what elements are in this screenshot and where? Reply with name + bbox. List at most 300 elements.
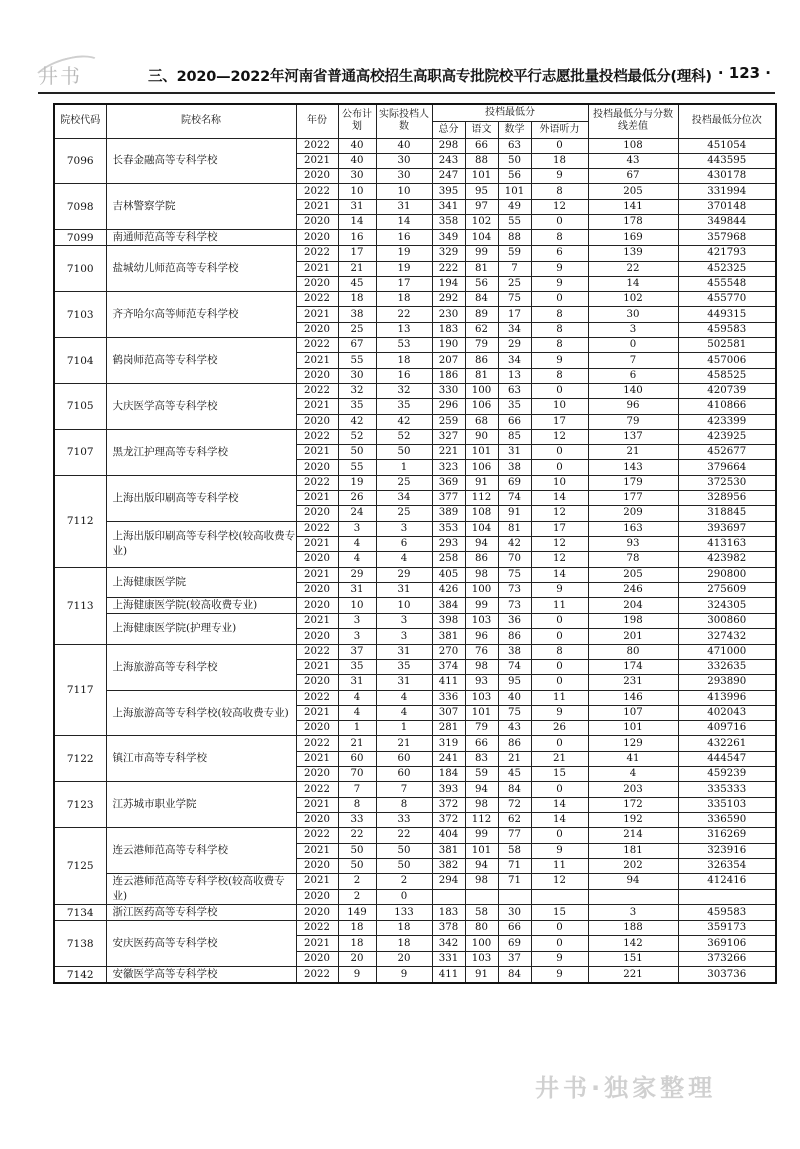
cell-plan: 18 bbox=[338, 292, 376, 307]
cell-foreign: 0 bbox=[531, 736, 588, 751]
cell-rank: 324305 bbox=[678, 598, 776, 614]
cell-actual: 10 bbox=[376, 598, 432, 614]
cell-year: 2022 bbox=[296, 338, 338, 353]
cell-school-name: 吉林警察学院 bbox=[106, 184, 296, 230]
cell-diff: 6 bbox=[588, 368, 678, 383]
cell-plan: 30 bbox=[338, 368, 376, 383]
cell-foreign: 15 bbox=[531, 767, 588, 782]
cell-actual: 33 bbox=[376, 812, 432, 827]
cell-chinese: 86 bbox=[465, 353, 498, 368]
cell-math: 66 bbox=[498, 921, 531, 936]
cell-school-name: 浙江医药高等专科学校 bbox=[106, 905, 296, 921]
cell-math: 75 bbox=[498, 292, 531, 307]
cell-rank: 318845 bbox=[678, 506, 776, 521]
cell-chinese: 99 bbox=[465, 246, 498, 261]
table-row bbox=[54, 475, 776, 490]
cell-total: 393 bbox=[432, 782, 465, 797]
cell-plan: 8 bbox=[338, 797, 376, 812]
cell-school-name: 安徽医学高等专科学校 bbox=[106, 967, 296, 984]
table-row bbox=[54, 828, 776, 843]
cell-chinese: 98 bbox=[465, 660, 498, 675]
cell-year: 2022 bbox=[296, 521, 338, 536]
cell-actual: 50 bbox=[376, 858, 432, 873]
cell-school-name: 连云港师范高等专科学校 bbox=[106, 828, 296, 874]
cell-school-name: 镇江市高等专科学校 bbox=[106, 736, 296, 782]
cell-actual: 53 bbox=[376, 338, 432, 353]
cell-rank: 323916 bbox=[678, 843, 776, 858]
cell-year: 2022 bbox=[296, 782, 338, 797]
cell-diff: 201 bbox=[588, 629, 678, 644]
cell-school-code: 7107 bbox=[54, 429, 106, 475]
cell-diff: 143 bbox=[588, 460, 678, 475]
cell-total: 372 bbox=[432, 812, 465, 827]
cell-school-name: 鹤岗师范高等专科学校 bbox=[106, 338, 296, 384]
cell-year: 2022 bbox=[296, 690, 338, 705]
cell-actual: 20 bbox=[376, 951, 432, 966]
cell-chinese: 88 bbox=[465, 153, 498, 168]
cell-actual: 4 bbox=[376, 690, 432, 705]
cell-chinese: 98 bbox=[465, 567, 498, 582]
cell-school-code: 7122 bbox=[54, 736, 106, 782]
cell-math: 71 bbox=[498, 874, 531, 890]
cell-chinese: 62 bbox=[465, 322, 498, 337]
cell-total: 381 bbox=[432, 843, 465, 858]
cell-plan: 31 bbox=[338, 675, 376, 690]
cell-chinese: 93 bbox=[465, 675, 498, 690]
cell-year: 2022 bbox=[296, 736, 338, 751]
cell-diff: 177 bbox=[588, 491, 678, 506]
cell-chinese: 97 bbox=[465, 199, 498, 214]
cell-actual: 3 bbox=[376, 614, 432, 629]
cell-math: 59 bbox=[498, 246, 531, 261]
header-total: 总分 bbox=[432, 121, 465, 138]
cell-math: 73 bbox=[498, 582, 531, 597]
cell-math: 101 bbox=[498, 184, 531, 199]
table-row bbox=[54, 383, 776, 398]
cell-rank: 451054 bbox=[678, 138, 776, 153]
cell-chinese: 58 bbox=[465, 905, 498, 921]
cell-math: 84 bbox=[498, 782, 531, 797]
cell-diff: 188 bbox=[588, 921, 678, 936]
cell-plan: 26 bbox=[338, 491, 376, 506]
cell-plan: 16 bbox=[338, 230, 376, 246]
cell-total: 330 bbox=[432, 383, 465, 398]
cell-actual: 19 bbox=[376, 261, 432, 276]
cell-year: 2021 bbox=[296, 399, 338, 414]
cell-actual: 35 bbox=[376, 660, 432, 675]
page-header bbox=[30, 58, 775, 94]
cell-total: 398 bbox=[432, 614, 465, 629]
cell-chinese: 99 bbox=[465, 598, 498, 614]
cell-chinese: 106 bbox=[465, 399, 498, 414]
cell-school-name: 大庆医学高等专科学校 bbox=[106, 383, 296, 429]
cell-math: 38 bbox=[498, 644, 531, 659]
cell-actual: 6 bbox=[376, 536, 432, 551]
cell-actual: 16 bbox=[376, 368, 432, 383]
cell-total: 404 bbox=[432, 828, 465, 843]
cell-year: 2022 bbox=[296, 292, 338, 307]
cell-actual: 21 bbox=[376, 736, 432, 751]
cell-year: 2021 bbox=[296, 874, 338, 890]
cell-total: 194 bbox=[432, 276, 465, 291]
cell-chinese: 89 bbox=[465, 307, 498, 322]
cell-year: 2020 bbox=[296, 276, 338, 291]
cell-math: 56 bbox=[498, 169, 531, 184]
cell-rank: 452677 bbox=[678, 445, 776, 460]
cell-plan: 50 bbox=[338, 445, 376, 460]
cell-actual: 22 bbox=[376, 307, 432, 322]
table-row bbox=[54, 782, 776, 797]
cell-chinese: 101 bbox=[465, 705, 498, 720]
cell-diff: 179 bbox=[588, 475, 678, 490]
cell-chinese: 103 bbox=[465, 690, 498, 705]
cell-plan: 1 bbox=[338, 721, 376, 736]
cell-year: 2022 bbox=[296, 246, 338, 261]
cell-chinese: 101 bbox=[465, 843, 498, 858]
cell-diff: 172 bbox=[588, 797, 678, 812]
cell-foreign: 0 bbox=[531, 675, 588, 690]
cell-total: 298 bbox=[432, 138, 465, 153]
cell-rank: 459583 bbox=[678, 322, 776, 337]
cell-chinese: 84 bbox=[465, 292, 498, 307]
header-diff: 投档最低分与分数线差值 bbox=[588, 104, 678, 138]
cell-rank: 452325 bbox=[678, 261, 776, 276]
cell-total: 331 bbox=[432, 951, 465, 966]
cell-total: 358 bbox=[432, 214, 465, 229]
cell-rank: 335333 bbox=[678, 782, 776, 797]
cell-foreign: 14 bbox=[531, 797, 588, 812]
cell-school-code: 7134 bbox=[54, 905, 106, 921]
cell-chinese: 91 bbox=[465, 475, 498, 490]
cell-plan: 32 bbox=[338, 383, 376, 398]
cell-school-code: 7142 bbox=[54, 967, 106, 984]
cell-math bbox=[498, 889, 531, 905]
cell-diff: 21 bbox=[588, 445, 678, 460]
cell-math: 69 bbox=[498, 936, 531, 951]
score-table bbox=[53, 103, 777, 984]
cell-total: 222 bbox=[432, 261, 465, 276]
cell-school-name: 连云港师范高等专科学校(较高收费专业) bbox=[106, 874, 296, 905]
cell-rank: 293890 bbox=[678, 675, 776, 690]
cell-math: 31 bbox=[498, 445, 531, 460]
cell-plan: 3 bbox=[338, 629, 376, 644]
cell-diff: 22 bbox=[588, 261, 678, 276]
cell-chinese: 66 bbox=[465, 736, 498, 751]
cell-diff: 41 bbox=[588, 751, 678, 766]
cell-actual: 9 bbox=[376, 967, 432, 984]
cell-total: 327 bbox=[432, 429, 465, 444]
cell-foreign: 12 bbox=[531, 429, 588, 444]
cell-math: 45 bbox=[498, 767, 531, 782]
cell-math: 35 bbox=[498, 399, 531, 414]
cell-diff: 204 bbox=[588, 598, 678, 614]
cell-plan: 24 bbox=[338, 506, 376, 521]
cell-rank: 455548 bbox=[678, 276, 776, 291]
cell-diff: 139 bbox=[588, 246, 678, 261]
cell-foreign: 12 bbox=[531, 874, 588, 890]
cell-math: 30 bbox=[498, 905, 531, 921]
cell-diff: 3 bbox=[588, 322, 678, 337]
cell-rank: 423399 bbox=[678, 414, 776, 429]
cell-year: 2022 bbox=[296, 921, 338, 936]
cell-year: 2022 bbox=[296, 138, 338, 153]
cell-diff: 205 bbox=[588, 184, 678, 199]
cell-year: 2020 bbox=[296, 460, 338, 475]
cell-diff: 7 bbox=[588, 353, 678, 368]
cell-total: 342 bbox=[432, 936, 465, 951]
cell-year: 2020 bbox=[296, 629, 338, 644]
cell-chinese: 103 bbox=[465, 951, 498, 966]
table-row bbox=[54, 614, 776, 629]
cell-chinese: 91 bbox=[465, 967, 498, 984]
cell-total: 336 bbox=[432, 690, 465, 705]
cell-actual: 31 bbox=[376, 675, 432, 690]
cell-math: 55 bbox=[498, 214, 531, 229]
cell-school-name: 齐齐哈尔高等师范专科学校 bbox=[106, 292, 296, 338]
cell-rank: 316269 bbox=[678, 828, 776, 843]
cell-total: 243 bbox=[432, 153, 465, 168]
cell-diff: 174 bbox=[588, 660, 678, 675]
cell-math: 13 bbox=[498, 368, 531, 383]
cell-math: 42 bbox=[498, 536, 531, 551]
cell-total: 341 bbox=[432, 199, 465, 214]
cell-foreign: 11 bbox=[531, 598, 588, 614]
cell-year: 2021 bbox=[296, 751, 338, 766]
cell-year: 2022 bbox=[296, 475, 338, 490]
cell-foreign bbox=[531, 889, 588, 905]
table-row bbox=[54, 921, 776, 936]
cell-actual: 4 bbox=[376, 705, 432, 720]
cell-actual: 0 bbox=[376, 889, 432, 905]
cell-total: 319 bbox=[432, 736, 465, 751]
cell-diff: 107 bbox=[588, 705, 678, 720]
cell-math: 38 bbox=[498, 460, 531, 475]
cell-actual: 29 bbox=[376, 567, 432, 582]
cell-total: 405 bbox=[432, 567, 465, 582]
cell-actual: 18 bbox=[376, 936, 432, 951]
cell-diff: 221 bbox=[588, 967, 678, 984]
cell-total: 378 bbox=[432, 921, 465, 936]
cell-rank: 402043 bbox=[678, 705, 776, 720]
cell-foreign: 9 bbox=[531, 276, 588, 291]
cell-foreign: 6 bbox=[531, 246, 588, 261]
cell-actual: 18 bbox=[376, 921, 432, 936]
cell-diff: 43 bbox=[588, 153, 678, 168]
cell-total: 384 bbox=[432, 598, 465, 614]
header-rank: 投档最低分位次 bbox=[678, 104, 776, 138]
cell-chinese: 83 bbox=[465, 751, 498, 766]
cell-total: 296 bbox=[432, 399, 465, 414]
header-code: 院校代码 bbox=[54, 104, 106, 138]
cell-plan: 67 bbox=[338, 338, 376, 353]
cell-actual: 60 bbox=[376, 751, 432, 766]
cell-rank: 458525 bbox=[678, 368, 776, 383]
cell-foreign: 0 bbox=[531, 828, 588, 843]
cell-diff: 198 bbox=[588, 614, 678, 629]
cell-rank: 370148 bbox=[678, 199, 776, 214]
cell-school-name: 上海出版印刷高等专科学校(较高收费专业) bbox=[106, 521, 296, 567]
cell-total: 221 bbox=[432, 445, 465, 460]
cell-school-name: 上海健康医学院 bbox=[106, 567, 296, 598]
cell-diff: 93 bbox=[588, 536, 678, 551]
cell-plan: 9 bbox=[338, 967, 376, 984]
cell-chinese: 68 bbox=[465, 414, 498, 429]
cell-rank bbox=[678, 889, 776, 905]
header-min-group: 投档最低分 bbox=[432, 104, 588, 121]
cell-foreign: 9 bbox=[531, 353, 588, 368]
header-actual: 实际投档人数 bbox=[376, 104, 432, 138]
cell-chinese: 59 bbox=[465, 767, 498, 782]
cell-foreign: 9 bbox=[531, 705, 588, 720]
cell-chinese: 100 bbox=[465, 383, 498, 398]
table-row bbox=[54, 736, 776, 751]
cell-diff: 178 bbox=[588, 214, 678, 229]
cell-foreign: 0 bbox=[531, 921, 588, 936]
cell-year: 2020 bbox=[296, 414, 338, 429]
cell-chinese: 100 bbox=[465, 936, 498, 951]
cell-school-code: 7125 bbox=[54, 828, 106, 905]
cell-total: 241 bbox=[432, 751, 465, 766]
cell-year: 2020 bbox=[296, 812, 338, 827]
cell-total: 259 bbox=[432, 414, 465, 429]
cell-actual: 19 bbox=[376, 246, 432, 261]
cell-year: 2021 bbox=[296, 153, 338, 168]
cell-foreign: 0 bbox=[531, 629, 588, 644]
cell-total: 292 bbox=[432, 292, 465, 307]
cell-math: 73 bbox=[498, 598, 531, 614]
cell-plan: 35 bbox=[338, 399, 376, 414]
cell-diff: 78 bbox=[588, 552, 678, 567]
cell-chinese: 94 bbox=[465, 782, 498, 797]
cell-actual: 1 bbox=[376, 721, 432, 736]
cell-math: 34 bbox=[498, 322, 531, 337]
cell-year: 2022 bbox=[296, 828, 338, 843]
table-header bbox=[54, 104, 776, 138]
cell-rank: 471000 bbox=[678, 644, 776, 659]
cell-year: 2022 bbox=[296, 184, 338, 199]
cell-school-code: 7098 bbox=[54, 184, 106, 230]
cell-school-code: 7112 bbox=[54, 475, 106, 567]
cell-math: 75 bbox=[498, 567, 531, 582]
cell-diff: 80 bbox=[588, 644, 678, 659]
table-row bbox=[54, 521, 776, 536]
cell-school-name: 黑龙江护理高等专科学校 bbox=[106, 429, 296, 475]
cell-plan: 4 bbox=[338, 690, 376, 705]
cell-total: 183 bbox=[432, 905, 465, 921]
table-row bbox=[54, 967, 776, 984]
cell-plan: 21 bbox=[338, 261, 376, 276]
table-body bbox=[54, 138, 776, 983]
cell-total: 186 bbox=[432, 368, 465, 383]
cell-diff: 0 bbox=[588, 338, 678, 353]
cell-school-name: 南通师范高等专科学校 bbox=[106, 230, 296, 246]
cell-total: 323 bbox=[432, 460, 465, 475]
cell-plan: 3 bbox=[338, 614, 376, 629]
cell-plan: 10 bbox=[338, 598, 376, 614]
cell-chinese: 101 bbox=[465, 169, 498, 184]
cell-foreign: 0 bbox=[531, 660, 588, 675]
cell-rank: 393697 bbox=[678, 521, 776, 536]
header-math: 数学 bbox=[498, 121, 531, 138]
cell-actual: 30 bbox=[376, 169, 432, 184]
cell-diff: 163 bbox=[588, 521, 678, 536]
cell-math: 84 bbox=[498, 967, 531, 984]
cell-math: 34 bbox=[498, 353, 531, 368]
cell-math: 95 bbox=[498, 675, 531, 690]
cell-diff: 181 bbox=[588, 843, 678, 858]
cell-foreign: 0 bbox=[531, 614, 588, 629]
cell-year: 2020 bbox=[296, 905, 338, 921]
cell-actual: 60 bbox=[376, 767, 432, 782]
cell-plan: 52 bbox=[338, 429, 376, 444]
cell-plan: 4 bbox=[338, 705, 376, 720]
cell-total: 281 bbox=[432, 721, 465, 736]
cell-rank: 290800 bbox=[678, 567, 776, 582]
cell-foreign: 12 bbox=[531, 536, 588, 551]
cell-math: 49 bbox=[498, 199, 531, 214]
table-row bbox=[54, 292, 776, 307]
cell-rank: 336590 bbox=[678, 812, 776, 827]
cell-school-code: 7096 bbox=[54, 138, 106, 184]
cell-diff: 203 bbox=[588, 782, 678, 797]
cell-actual: 2 bbox=[376, 874, 432, 890]
cell-rank: 372530 bbox=[678, 475, 776, 490]
cell-diff: 205 bbox=[588, 567, 678, 582]
cell-rank: 457006 bbox=[678, 353, 776, 368]
cell-math: 37 bbox=[498, 951, 531, 966]
table-row bbox=[54, 138, 776, 153]
cell-foreign: 9 bbox=[531, 261, 588, 276]
cell-rank: 449315 bbox=[678, 307, 776, 322]
cell-foreign: 8 bbox=[531, 307, 588, 322]
cell-actual: 34 bbox=[376, 491, 432, 506]
cell-plan: 42 bbox=[338, 414, 376, 429]
header-rule bbox=[38, 92, 775, 94]
cell-actual: 25 bbox=[376, 506, 432, 521]
cell-math: 81 bbox=[498, 521, 531, 536]
cell-rank: 413996 bbox=[678, 690, 776, 705]
cell-rank: 327432 bbox=[678, 629, 776, 644]
cell-chinese: 86 bbox=[465, 552, 498, 567]
table-row bbox=[54, 598, 776, 614]
cell-rank: 409716 bbox=[678, 721, 776, 736]
cell-chinese: 94 bbox=[465, 858, 498, 873]
cell-year: 2020 bbox=[296, 951, 338, 966]
cell-chinese: 79 bbox=[465, 721, 498, 736]
cell-foreign: 12 bbox=[531, 199, 588, 214]
cell-foreign: 0 bbox=[531, 214, 588, 229]
cell-math: 29 bbox=[498, 338, 531, 353]
cell-math: 66 bbox=[498, 414, 531, 429]
cell-school-name: 上海出版印刷高等专科学校 bbox=[106, 475, 296, 521]
cell-chinese: 102 bbox=[465, 214, 498, 229]
table-row bbox=[54, 246, 776, 261]
cell-plan: 10 bbox=[338, 184, 376, 199]
cell-foreign: 18 bbox=[531, 153, 588, 168]
cell-actual: 8 bbox=[376, 797, 432, 812]
cell-actual: 52 bbox=[376, 429, 432, 444]
cell-total: 374 bbox=[432, 660, 465, 675]
cell-plan: 17 bbox=[338, 246, 376, 261]
cell-rank: 332635 bbox=[678, 660, 776, 675]
cell-school-name: 上海健康医学院(护理专业) bbox=[106, 614, 296, 645]
page-number: · 123 · bbox=[717, 64, 771, 82]
cell-math: 69 bbox=[498, 475, 531, 490]
cell-year: 2021 bbox=[296, 936, 338, 951]
cell-foreign: 10 bbox=[531, 399, 588, 414]
cell-rank: 443595 bbox=[678, 153, 776, 168]
cell-chinese: 56 bbox=[465, 276, 498, 291]
